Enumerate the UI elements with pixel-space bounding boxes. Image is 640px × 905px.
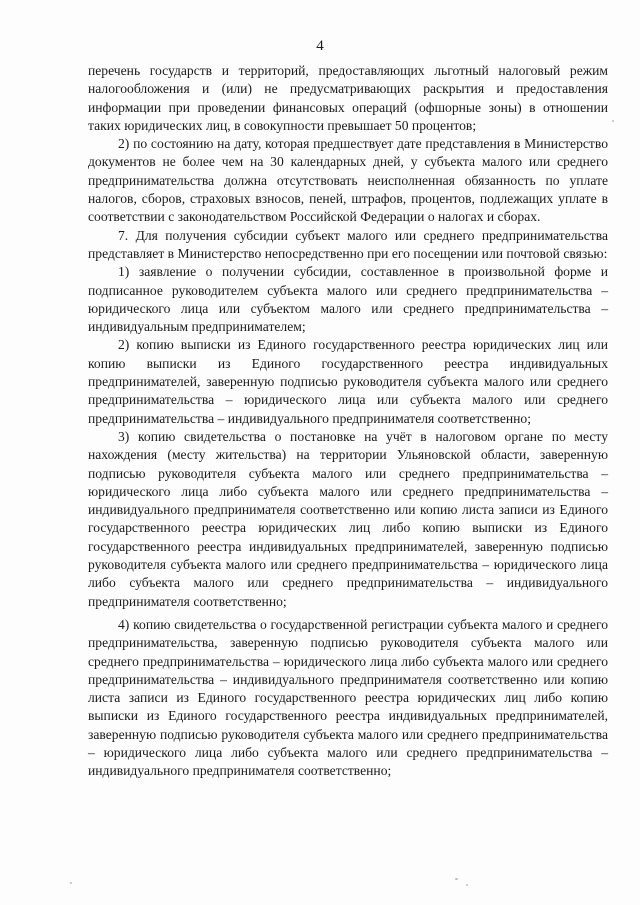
paragraph-offshore-continuation: перечень государств и территорий, предоставляющих льготный налоговый режим налогообложения и (или) не предусматривающих раскрытия и предоставления информации при проведении финансовых операций (офшорные зоны) в отношении таких юридических лиц, в совокупности превышает 50 процентов;: [88, 63, 608, 133]
document-body: [88, 62, 608, 781]
scan-speck: [466, 884, 468, 886]
paragraph-section-7: 7. Для получения субсидии субъект малого или среднего предпринимательства представляет в Министерство непосредственно при его посещении или почтовой связью:: [88, 227, 608, 261]
scan-speck: [455, 878, 458, 880]
paragraph-item-2-registry-extract: 2) копию выписки из Единого государственного реестра юридических лиц или копию выписки из Единого государственного реестра индивидуальных предпринимателей, заверенную подписью руководителя субъекта малого или среднего предпринимательства – юридического лица или субъекта малого или среднего предпринимательства – индивидуального предпринимателя соответственно;: [88, 337, 608, 426]
page-number: 4: [316, 38, 324, 54]
paragraph-item-4-registration-certificate: 4) копию свидетельства о государственной регистрации субъекта малого и среднего предпринимательства, заверенную подписью руководителя субъекта малого или среднего предпринимательства – юридического лица либо субъекта малого или среднего предпринимательства – индивидуального предпринимателя соответственно или копию листа записи из Единого государственного реестра юридических лиц либо копию выписки из Единого государственного реестра индивидуальных предпринимателей, заверенную подписью руководителя субъекта малого или среднего предпринимательства – юридического лица либо субъекта малого или среднего предпринимательства – индивидуального предпринимателя соответственно;: [88, 616, 608, 779]
scan-speck: [70, 882, 72, 884]
paragraph-item-2-tax-obligations: 2) по состоянию на дату, которая предшествует дате представления в Министерство документов не более чем на 30 календарных дней, у субъекта малого или среднего предпринимательства должна отсутствовать неисполненная обязанность по уплате налогов, сборов, страховых взносов, пеней, штрафов, процентов, подлежащих уплате в соответствии с законодательством Российской Федерации о налогах и сборах.: [88, 136, 608, 225]
paragraph-item-1-application: 1) заявление о получении субсидии, составленное в произвольной форме и подписанное руководителем субъекта малого или среднего предпринимательства – юридического лица или субъектом малого или среднего предпринимательства – индивидуальным предпринимателем;: [88, 264, 608, 335]
paragraph-item-3-tax-certificate: 3) копию свидетельства о постановке на учёт в налоговом органе по месту нахождения (месту жительства) на территории Ульяновской области, заверенную подписью руководителя субъекта малого или среднего предпринимательства – юридического лица либо субъекта малого или среднего предпринимательства – индивидуального предпринимателя соответственно или копию листа записи из Единого государственного реестра юридических лиц либо копию выписки из Единого государственного реестра индивидуальных предпринимателей, заверенную подписью руководителя субъекта малого или среднего предпринимательства – юридического лица либо субъекта малого или среднего предпринимательства – индивидуального предпринимателя соответственно;: [88, 428, 608, 609]
scan-speck: [612, 120, 614, 122]
